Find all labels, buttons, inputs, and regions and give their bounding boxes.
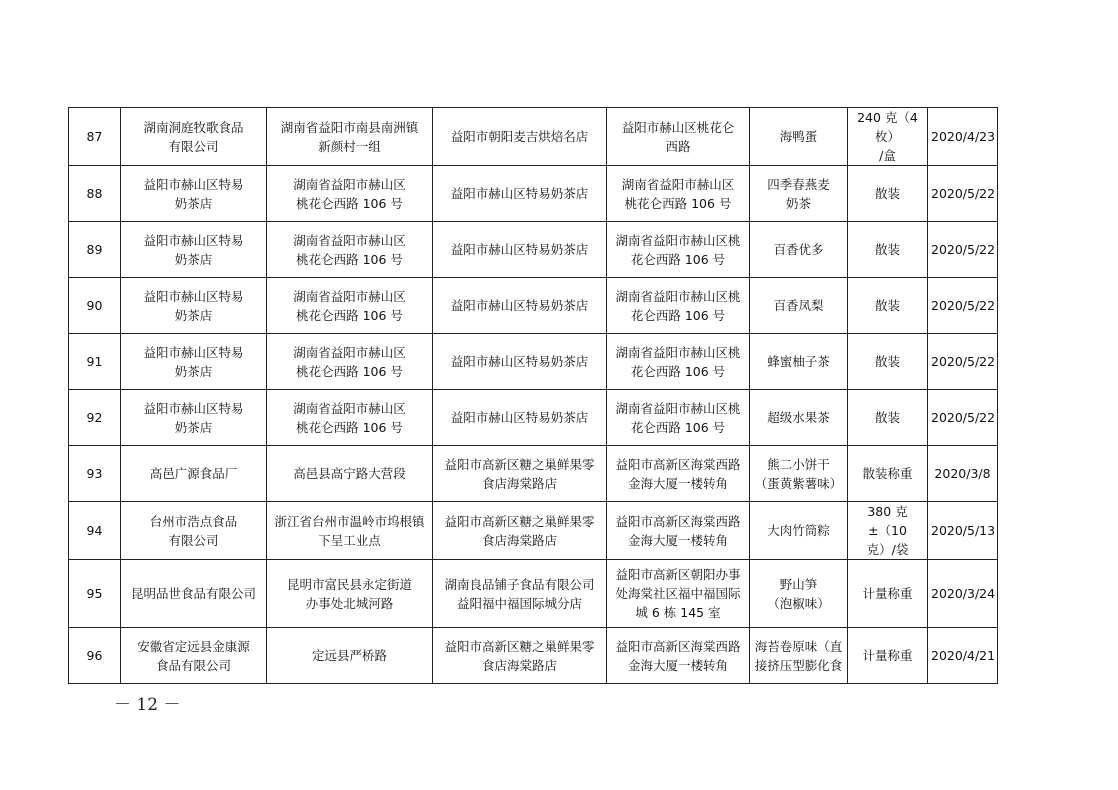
- cell-producer: 昆明品世食品有限公司: [121, 560, 267, 628]
- cell-spec: 散装: [848, 278, 928, 334]
- cell-sampled-unit: 益阳市赫山区特易奶茶店: [433, 390, 607, 446]
- table-row: [69, 446, 998, 502]
- cell-index: 91: [69, 334, 121, 390]
- cell-date: 2020/5/13: [928, 502, 998, 560]
- cell-product-name: 熊二小饼干 （蛋黄紫薯味）: [750, 446, 848, 502]
- cell-sampled-address: 湖南省益阳市赫山区桃 花仑西路 106 号: [607, 222, 750, 278]
- cell-sampled-address: 益阳市高新区朝阳办事 处海棠社区福中福国际 城 6 栋 145 室: [607, 560, 750, 628]
- cell-producer: 安徽省定远县金康源 食品有限公司: [121, 628, 267, 684]
- table-row: [69, 108, 998, 166]
- cell-date: 2020/5/22: [928, 278, 998, 334]
- food-sampling-table: [68, 107, 998, 684]
- table-row: [69, 334, 998, 390]
- cell-product-name: 四季春燕麦 奶茶: [750, 166, 848, 222]
- cell-producer-address: 昆明市富民县永定街道 办事处北城河路: [267, 560, 433, 628]
- cell-producer-address: 湖南省益阳市赫山区 桃花仑西路 106 号: [267, 166, 433, 222]
- cell-sampled-unit: 益阳市朝阳麦吉烘焙名店: [433, 108, 607, 166]
- cell-index: 93: [69, 446, 121, 502]
- cell-product-name: 大肉竹筒粽: [750, 502, 848, 560]
- cell-index: 94: [69, 502, 121, 560]
- cell-product-name: 蜂蜜柚子茶: [750, 334, 848, 390]
- cell-sampled-unit: 湖南良品铺子食品有限公司 益阳福中福国际城分店: [433, 560, 607, 628]
- cell-sampled-unit: 益阳市赫山区特易奶茶店: [433, 334, 607, 390]
- cell-spec: 计量称重: [848, 560, 928, 628]
- cell-producer: 益阳市赫山区特易 奶茶店: [121, 390, 267, 446]
- cell-spec: 计量称重: [848, 628, 928, 684]
- cell-producer-address: 湖南省益阳市南县南洲镇 新颜村一组: [267, 108, 433, 166]
- cell-spec: 散装: [848, 334, 928, 390]
- cell-product-name: 海苔卷原味（直 接挤压型膨化食: [750, 628, 848, 684]
- cell-product-name: 超级水果茶: [750, 390, 848, 446]
- cell-index: 92: [69, 390, 121, 446]
- cell-sampled-unit: 益阳市高新区糖之巢鲜果零 食店海棠路店: [433, 446, 607, 502]
- cell-index: 95: [69, 560, 121, 628]
- cell-index: 89: [69, 222, 121, 278]
- cell-spec: 380 克±（10 克）/袋: [848, 502, 928, 560]
- table-row: [69, 166, 998, 222]
- cell-producer-address: 高邑县高宁路大营段: [267, 446, 433, 502]
- cell-date: 2020/5/22: [928, 334, 998, 390]
- cell-date: 2020/5/22: [928, 222, 998, 278]
- cell-product-name: 海鸭蛋: [750, 108, 848, 166]
- cell-date: 2020/4/23: [928, 108, 998, 166]
- cell-index: 96: [69, 628, 121, 684]
- table-row: [69, 628, 998, 684]
- cell-producer: 台州市浩点食品 有限公司: [121, 502, 267, 560]
- table-row: [69, 390, 998, 446]
- cell-producer: 益阳市赫山区特易 奶茶店: [121, 278, 267, 334]
- cell-sampled-unit: 益阳市高新区糖之巢鲜果零 食店海棠路店: [433, 628, 607, 684]
- cell-spec: 散装: [848, 222, 928, 278]
- cell-sampled-address: 益阳市高新区海棠西路 金海大厦一楼转角: [607, 446, 750, 502]
- cell-date: 2020/3/24: [928, 560, 998, 628]
- cell-producer: 益阳市赫山区特易 奶茶店: [121, 222, 267, 278]
- cell-producer-address: 湖南省益阳市赫山区 桃花仑西路 106 号: [267, 390, 433, 446]
- cell-date: 2020/4/21: [928, 628, 998, 684]
- cell-product-name: 野山笋 （泡椒味）: [750, 560, 848, 628]
- page-number: － 12 －: [114, 695, 181, 715]
- cell-producer-address: 湖南省益阳市赫山区 桃花仑西路 106 号: [267, 222, 433, 278]
- cell-producer-address: 湖南省益阳市赫山区 桃花仑西路 106 号: [267, 334, 433, 390]
- cell-index: 88: [69, 166, 121, 222]
- cell-producer: 益阳市赫山区特易 奶茶店: [121, 166, 267, 222]
- cell-producer: 益阳市赫山区特易 奶茶店: [121, 334, 267, 390]
- cell-producer: 高邑广源食品厂: [121, 446, 267, 502]
- cell-producer: 湖南洞庭牧歌食品 有限公司: [121, 108, 267, 166]
- cell-sampled-address: 益阳市赫山区桃花仑 西路: [607, 108, 750, 166]
- cell-spec: 散装: [848, 166, 928, 222]
- cell-producer-address: 浙江省台州市温岭市坞根镇 下呈工业点: [267, 502, 433, 560]
- cell-sampled-address: 益阳市高新区海棠西路 金海大厦一楼转角: [607, 628, 750, 684]
- table-row: [69, 222, 998, 278]
- cell-sampled-address: 湖南省益阳市赫山区桃 花仑西路 106 号: [607, 278, 750, 334]
- cell-index: 90: [69, 278, 121, 334]
- cell-sampled-unit: 益阳市赫山区特易奶茶店: [433, 222, 607, 278]
- table-row: [69, 560, 998, 628]
- cell-sampled-address: 湖南省益阳市赫山区 桃花仑西路 106 号: [607, 166, 750, 222]
- cell-date: 2020/5/22: [928, 166, 998, 222]
- cell-spec: 240 克（4 枚） /盒: [848, 108, 928, 166]
- cell-spec: 散装: [848, 390, 928, 446]
- cell-producer-address: 湖南省益阳市赫山区 桃花仑西路 106 号: [267, 278, 433, 334]
- cell-sampled-address: 湖南省益阳市赫山区桃 花仑西路 106 号: [607, 334, 750, 390]
- cell-product-name: 百香优多: [750, 222, 848, 278]
- cell-sampled-address: 益阳市高新区海棠西路 金海大厦一楼转角: [607, 502, 750, 560]
- cell-sampled-unit: 益阳市赫山区特易奶茶店: [433, 166, 607, 222]
- cell-spec: 散装称重: [848, 446, 928, 502]
- table-row: [69, 278, 998, 334]
- cell-date: 2020/5/22: [928, 390, 998, 446]
- cell-date: 2020/3/8: [928, 446, 998, 502]
- table-row: [69, 502, 998, 560]
- cell-producer-address: 定远县严桥路: [267, 628, 433, 684]
- cell-index: 87: [69, 108, 121, 166]
- cell-product-name: 百香凤梨: [750, 278, 848, 334]
- cell-sampled-address: 湖南省益阳市赫山区桃 花仑西路 106 号: [607, 390, 750, 446]
- cell-sampled-unit: 益阳市赫山区特易奶茶店: [433, 278, 607, 334]
- cell-sampled-unit: 益阳市高新区糖之巢鲜果零 食店海棠路店: [433, 502, 607, 560]
